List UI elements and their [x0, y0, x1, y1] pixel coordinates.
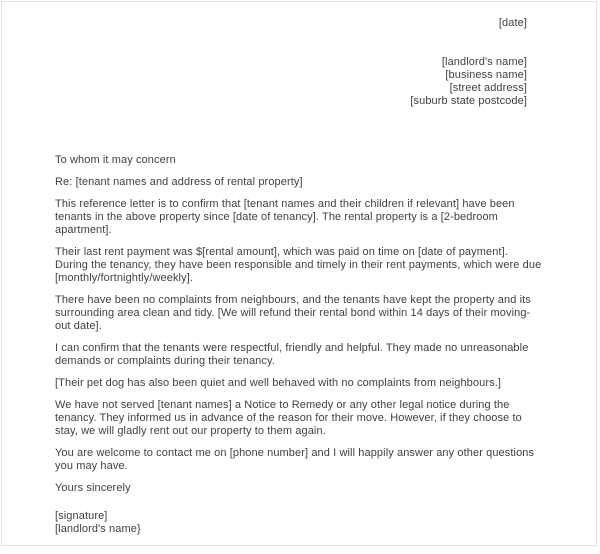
- sender-business-placeholder: [business name]: [445, 69, 527, 81]
- letter-page: [1, 1, 597, 546]
- paragraph-contact: You are welcome to contact me on [phone number] and I will happily answer any other questions you may have.: [55, 447, 535, 472]
- sender-street-placeholder: [street address]: [449, 82, 527, 94]
- sender-address-block: [55, 56, 527, 108]
- paragraph-no-legal-notice: We have not served [tenant names] a Notice to Remedy or any other legal notice during the tenancy. They informed us in advance of the reason for their move. However, if they choose to stay, we will gladly rent out our property to them again.: [55, 399, 522, 437]
- date-placeholder: [date]: [498, 17, 527, 29]
- paragraph-tenant-conduct: I can confirm that the tenants were respectful, friendly and helpful. They made no unreasonable demands or complaints during their tenancy.: [55, 342, 529, 367]
- paragraph-pet-dog: [Their pet dog has also been quiet and well behaved with no complaints from neighbours.]: [55, 377, 502, 389]
- signature-block: [55, 510, 543, 536]
- sender-suburb-placeholder: [suburb state postcode]: [410, 95, 527, 107]
- paragraph-no-complaints: There have been no complaints from neighbours, and the tenants have kept the property and its surrounding area clean and tidy. [We will refund their rental bond within 14 days of their moving-out date].: [55, 294, 531, 332]
- salutation: To whom it may concern: [55, 154, 176, 166]
- letter-header: [55, 17, 543, 108]
- paragraph-rent-payment: Their last rent payment was $[rental amount], which was paid on time on [date of payment]. During the tenancy, they have been responsible and timely in their rent payments, which were due [monthly/fortnightly/weekly].: [55, 246, 542, 284]
- subject-line: Re: [tenant names and address of rental property]: [55, 176, 303, 188]
- letter-content: [55, 2, 543, 536]
- signer-name-placeholder: [landlord's name}: [55, 523, 141, 535]
- sender-name-placeholder: [landlord's name]: [441, 56, 527, 68]
- closing: Yours sincerely: [55, 482, 131, 494]
- paragraph-tenancy-confirmation: This reference letter is to confirm that [tenant names and their children if relevant] have been tenants in the above property since [date of tenancy]. The rental property is a [2-bedroom apartment].: [55, 198, 515, 236]
- signature-placeholder: [signature]: [55, 510, 108, 522]
